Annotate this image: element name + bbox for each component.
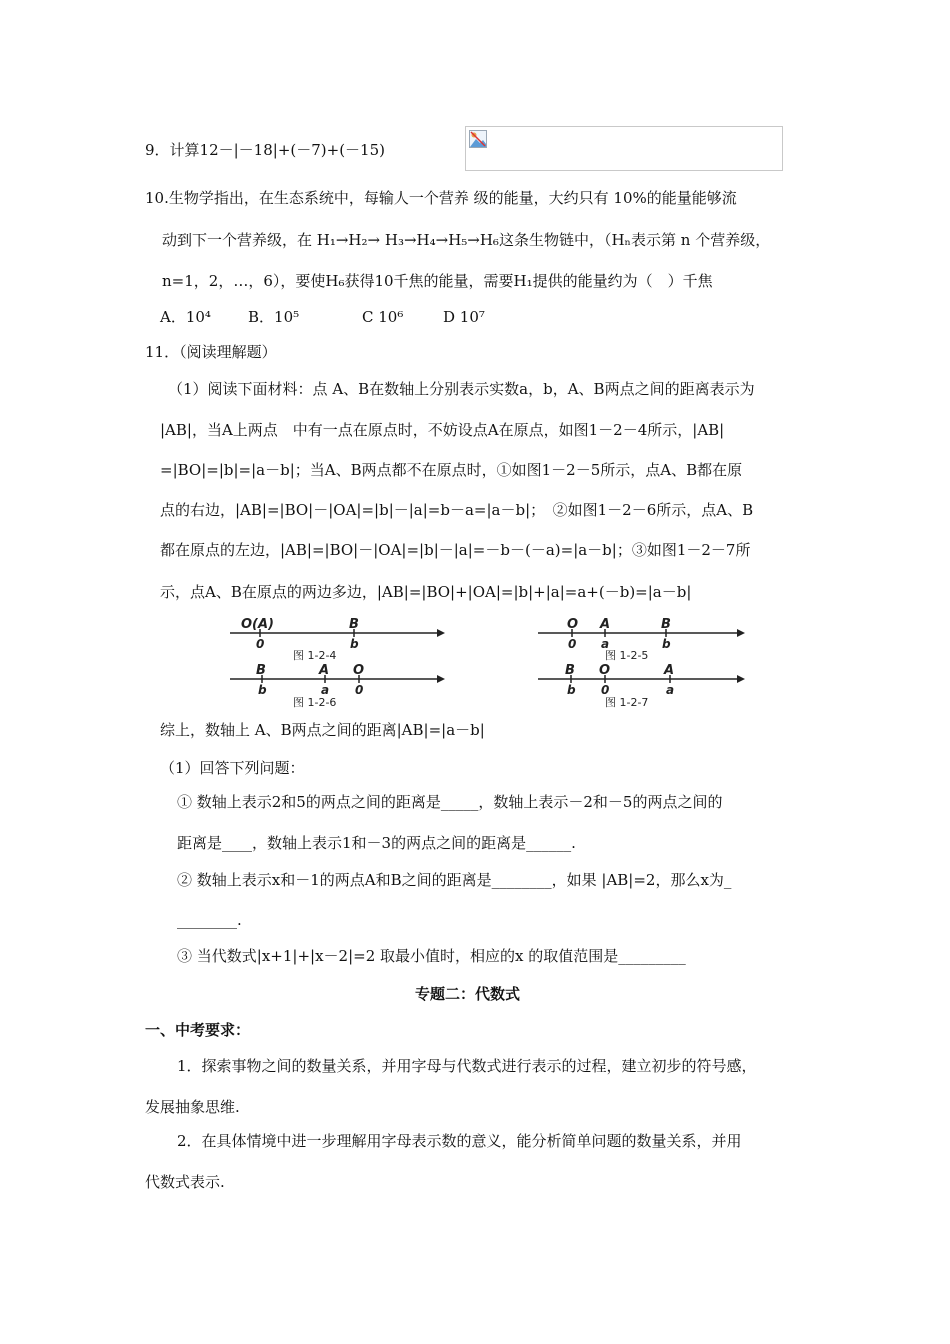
topic2-r1b: 发展抽象思维. (145, 1098, 240, 1116)
fig4-label-B: B (349, 617, 359, 632)
fig5-caption: 图 1-2-5 (605, 649, 649, 662)
fig5-label-0: 0 (568, 637, 577, 651)
fig6-label-0: 0 (355, 683, 364, 697)
arrow-icon (737, 675, 745, 683)
figure-1-2-5-and-1-2-7 (530, 615, 750, 710)
fig4-label-b: b (350, 637, 359, 651)
q11-q2b: ________. (177, 911, 242, 929)
q10-line1: 10.生物学指出，在生态系统中，每输人一个营养 级的能量，大约只有 10%的能量能够流 (145, 189, 737, 207)
fig4-caption: 图 1-2-4 (293, 649, 337, 662)
fig6-label-b: b (258, 683, 267, 697)
q11-title: 11．（阅读理解题） (145, 343, 277, 361)
fig5-label-a: a (601, 637, 610, 651)
q11-sub-title: （1）回答下列问题： (160, 759, 305, 777)
q11-p3: =|BO|=|b|=|a－b|；当A、B两点都不在原点时，①如图1－2－5所示，点A、B都在原 (160, 461, 743, 479)
broken-image-placeholder (465, 126, 783, 171)
fig7-label-a: a (666, 683, 675, 697)
fig5-label-A: A (600, 617, 611, 632)
topic2-r2a: 2．在具体情境中进一步理解用字母表示数的意义，能分析简单问题的数量关系，并用 (177, 1132, 742, 1150)
q11-p2: |AB|，当A上两点 中有一点在原点时，不妨设点A在原点，如图1－2－4所示，|AB| (160, 421, 725, 439)
q9-text: 9．计算12－|－18|+(－7)+(－15) (145, 141, 386, 159)
fig6-label-B: B (256, 663, 266, 678)
q11-q1b: 距离是____，数轴上表示1和－3的两点之间的距离是______. (177, 834, 576, 852)
figure-1-2-4-and-1-2-6 (215, 615, 450, 710)
q10-option-a: A．10⁴ (160, 308, 211, 326)
arrow-icon (737, 629, 745, 637)
fig6-label-A: A (319, 663, 330, 678)
broken-image-icon (469, 130, 487, 148)
fig4-label-OA: O(A) (241, 617, 274, 632)
q11-q1a: ① 数轴上表示2和5的两点之间的距离是_____，数轴上表示－2和－5的两点之间的 (177, 793, 723, 811)
fig5-label-B: B (661, 617, 671, 632)
fig6-caption: 图 1-2-6 (293, 696, 337, 709)
arrow-icon (437, 675, 445, 683)
q10-option-b: B．10⁵ (248, 308, 300, 326)
fig7-label-A: A (664, 663, 675, 678)
q10-option-c: C 10⁶ (362, 308, 404, 326)
fig7-label-b: b (567, 683, 576, 697)
q11-summary: 综上，数轴上 A、B两点之间的距离|AB|=|a－b| (160, 721, 485, 739)
fig7-label-B: B (565, 663, 575, 678)
topic2-r1a: 1．探索事物之间的数量关系，并用字母与代数式进行表示的过程，建立初步的符号感， (177, 1057, 757, 1075)
q11-q2a: ② 数轴上表示x和－1的两点A和B之间的距离是________，如果 |AB|=2，那么x为_ (177, 871, 732, 889)
fig6-label-O: O (353, 663, 365, 678)
fig7-caption: 图 1-2-7 (605, 696, 649, 709)
q10-option-d: D 10⁷ (443, 308, 485, 326)
q10-line2: 动到下一个营养级，在 H₁→H₂→ H₃→H₄→H₅→H₆这条生物链中，（Hₙ表示第 n 个营养级， (162, 231, 771, 249)
topic2-r2b: 代数式表示. (145, 1173, 225, 1191)
arrow-icon (437, 629, 445, 637)
topic2-title: 专题二：代数式 (415, 985, 521, 1003)
topic2-section: 一、中考要求： (145, 1021, 251, 1039)
q11-p1: （1）阅读下面材料：点 A、B在数轴上分别表示实数a，b，A、B两点之间的距离表示为 (168, 380, 755, 398)
fig7-label-O: O (599, 663, 611, 678)
q11-p4: 点的右边，|AB|=|BO|－|OA|=|b|－|a|=b－a=|a－b|； ②如图1－2－6所示，点A、B (160, 501, 754, 519)
q11-q3: ③ 当代数式|x+1|+|x－2|=2 取最小值时，相应的x 的取值范围是_________ (177, 947, 686, 965)
fig5-label-O: O (567, 617, 579, 632)
fig7-label-0: 0 (601, 683, 610, 697)
q11-p6: 示，点A、B在原点的两边多边，|AB|=|BO|+|OA|=|b|+|a|=a+(－b)=|a－b| (160, 583, 692, 601)
fig6-label-a: a (321, 683, 330, 697)
fig4-label-0: 0 (256, 637, 265, 651)
fig5-label-b: b (662, 637, 671, 651)
q10-line3: n=1，2，…，6），要使H₆获得10千焦的能量，需要H₁提供的能量约为（ ）千焦 (162, 272, 713, 290)
q11-p5: 都在原点的左边，|AB|=|BO|－|OA|=|b|－|a|=－b－(－a)=|a－b|；③如图1－2－7所 (160, 541, 751, 559)
